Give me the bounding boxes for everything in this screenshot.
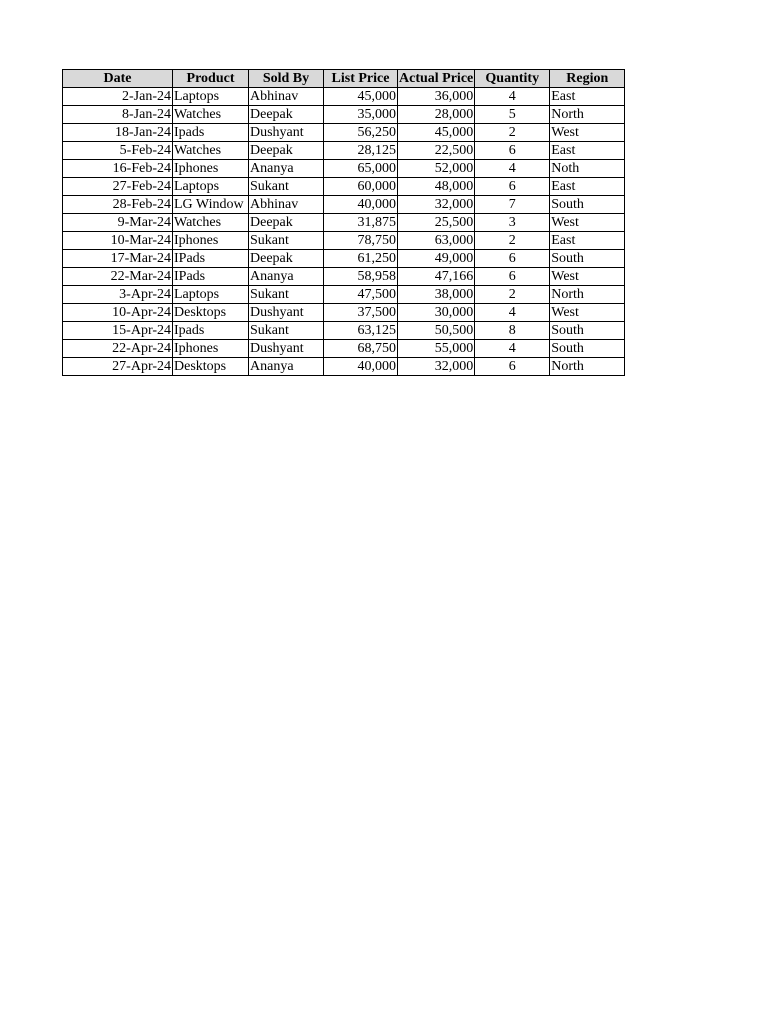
cell-list-price: 56,250 — [324, 124, 398, 142]
cell-list-price: 63,125 — [324, 322, 398, 340]
cell-date: 10-Apr-24 — [63, 304, 173, 322]
table-row — [63, 106, 625, 124]
cell-list-price: 37,500 — [324, 304, 398, 322]
cell-region: East — [550, 142, 625, 160]
cell-sold-by: Ananya — [249, 268, 324, 286]
cell-list-price: 61,250 — [324, 250, 398, 268]
cell-sold-by: Deepak — [249, 214, 324, 232]
cell-product: LG Window — [173, 196, 249, 214]
table-row — [63, 88, 625, 106]
cell-sold-by: Sukant — [249, 322, 324, 340]
cell-date: 2-Jan-24 — [63, 88, 173, 106]
cell-product: Desktops — [173, 358, 249, 376]
table-row — [63, 214, 625, 232]
cell-sold-by: Deepak — [249, 106, 324, 124]
cell-list-price: 78,750 — [324, 232, 398, 250]
cell-sold-by: Dushyant — [249, 304, 324, 322]
cell-product: Watches — [173, 142, 249, 160]
cell-date: 27-Feb-24 — [63, 178, 173, 196]
cell-actual-price: 32,000 — [398, 358, 475, 376]
cell-date: 28-Feb-24 — [63, 196, 173, 214]
cell-quantity: 3 — [475, 214, 550, 232]
cell-list-price: 40,000 — [324, 196, 398, 214]
cell-product: IPads — [173, 268, 249, 286]
table-row — [63, 268, 625, 286]
cell-region: East — [550, 178, 625, 196]
cell-quantity: 4 — [475, 340, 550, 358]
cell-quantity: 4 — [475, 88, 550, 106]
column-header-region: Region — [550, 70, 625, 88]
cell-date: 16-Feb-24 — [63, 160, 173, 178]
cell-actual-price: 30,000 — [398, 304, 475, 322]
cell-actual-price: 36,000 — [398, 88, 475, 106]
cell-actual-price: 25,500 — [398, 214, 475, 232]
cell-list-price: 45,000 — [324, 88, 398, 106]
table-row — [63, 232, 625, 250]
cell-quantity: 7 — [475, 196, 550, 214]
cell-sold-by: Dushyant — [249, 124, 324, 142]
cell-actual-price: 52,000 — [398, 160, 475, 178]
cell-actual-price: 28,000 — [398, 106, 475, 124]
cell-sold-by: Deepak — [249, 142, 324, 160]
cell-quantity: 2 — [475, 286, 550, 304]
table-row — [63, 250, 625, 268]
cell-sold-by: Sukant — [249, 286, 324, 304]
cell-region: South — [550, 250, 625, 268]
cell-quantity: 6 — [475, 268, 550, 286]
cell-region: South — [550, 340, 625, 358]
table-body — [63, 88, 625, 376]
cell-region: South — [550, 322, 625, 340]
cell-date: 22-Mar-24 — [63, 268, 173, 286]
cell-date: 22-Apr-24 — [63, 340, 173, 358]
cell-product: Iphones — [173, 160, 249, 178]
cell-region: East — [550, 232, 625, 250]
cell-quantity: 4 — [475, 304, 550, 322]
cell-actual-price: 55,000 — [398, 340, 475, 358]
cell-quantity: 6 — [475, 358, 550, 376]
cell-actual-price: 50,500 — [398, 322, 475, 340]
column-header-product: Product — [173, 70, 249, 88]
cell-region: North — [550, 286, 625, 304]
cell-actual-price: 45,000 — [398, 124, 475, 142]
cell-product: Ipads — [173, 322, 249, 340]
table-row — [63, 178, 625, 196]
table-row — [63, 304, 625, 322]
cell-product: Iphones — [173, 232, 249, 250]
sales-table — [62, 69, 625, 376]
cell-list-price: 65,000 — [324, 160, 398, 178]
column-header-quantity: Quantity — [475, 70, 550, 88]
cell-list-price: 58,958 — [324, 268, 398, 286]
cell-date: 15-Apr-24 — [63, 322, 173, 340]
cell-quantity: 6 — [475, 142, 550, 160]
cell-date: 27-Apr-24 — [63, 358, 173, 376]
header-row — [63, 70, 625, 88]
cell-sold-by: Abhinav — [249, 88, 324, 106]
cell-product: Iphones — [173, 340, 249, 358]
cell-list-price: 68,750 — [324, 340, 398, 358]
cell-list-price: 31,875 — [324, 214, 398, 232]
cell-actual-price: 48,000 — [398, 178, 475, 196]
cell-quantity: 5 — [475, 106, 550, 124]
cell-date: 8-Jan-24 — [63, 106, 173, 124]
cell-actual-price: 49,000 — [398, 250, 475, 268]
column-header-sold-by: Sold By — [249, 70, 324, 88]
cell-list-price: 35,000 — [324, 106, 398, 124]
column-header-list-price: List Price — [324, 70, 398, 88]
cell-list-price: 60,000 — [324, 178, 398, 196]
table-row — [63, 196, 625, 214]
cell-quantity: 8 — [475, 322, 550, 340]
cell-region: West — [550, 268, 625, 286]
cell-actual-price: 32,000 — [398, 196, 475, 214]
cell-product: Laptops — [173, 88, 249, 106]
cell-date: 9-Mar-24 — [63, 214, 173, 232]
cell-sold-by: Ananya — [249, 160, 324, 178]
table-row — [63, 142, 625, 160]
cell-region: West — [550, 214, 625, 232]
table-row — [63, 340, 625, 358]
cell-region: Noth — [550, 160, 625, 178]
cell-quantity: 6 — [475, 178, 550, 196]
cell-quantity: 6 — [475, 250, 550, 268]
cell-region: East — [550, 88, 625, 106]
cell-region: North — [550, 358, 625, 376]
cell-actual-price: 47,166 — [398, 268, 475, 286]
cell-date: 18-Jan-24 — [63, 124, 173, 142]
column-header-date: Date — [63, 70, 173, 88]
cell-sold-by: Sukant — [249, 178, 324, 196]
cell-actual-price: 38,000 — [398, 286, 475, 304]
cell-sold-by: Ananya — [249, 358, 324, 376]
table-row — [63, 124, 625, 142]
cell-quantity: 4 — [475, 160, 550, 178]
cell-date: 3-Apr-24 — [63, 286, 173, 304]
cell-product: IPads — [173, 250, 249, 268]
cell-sold-by: Abhinav — [249, 196, 324, 214]
cell-product: Laptops — [173, 286, 249, 304]
cell-region: North — [550, 106, 625, 124]
cell-quantity: 2 — [475, 124, 550, 142]
cell-date: 10-Mar-24 — [63, 232, 173, 250]
cell-quantity: 2 — [475, 232, 550, 250]
cell-date: 17-Mar-24 — [63, 250, 173, 268]
cell-region: West — [550, 304, 625, 322]
table-row — [63, 286, 625, 304]
table-row — [63, 322, 625, 340]
cell-product: Desktops — [173, 304, 249, 322]
cell-product: Ipads — [173, 124, 249, 142]
table-row — [63, 358, 625, 376]
cell-product: Watches — [173, 106, 249, 124]
cell-actual-price: 22,500 — [398, 142, 475, 160]
cell-list-price: 47,500 — [324, 286, 398, 304]
table-row — [63, 160, 625, 178]
cell-list-price: 40,000 — [324, 358, 398, 376]
column-header-actual-price: Actual Price — [399, 71, 474, 86]
cell-product: Watches — [173, 214, 249, 232]
cell-actual-price: 63,000 — [398, 232, 475, 250]
cell-list-price: 28,125 — [324, 142, 398, 160]
cell-sold-by: Sukant — [249, 232, 324, 250]
cell-product: Laptops — [173, 178, 249, 196]
cell-region: West — [550, 124, 625, 142]
cell-date: 5-Feb-24 — [63, 142, 173, 160]
cell-sold-by: Dushyant — [249, 340, 324, 358]
cell-region: South — [550, 196, 625, 214]
cell-sold-by: Deepak — [249, 250, 324, 268]
